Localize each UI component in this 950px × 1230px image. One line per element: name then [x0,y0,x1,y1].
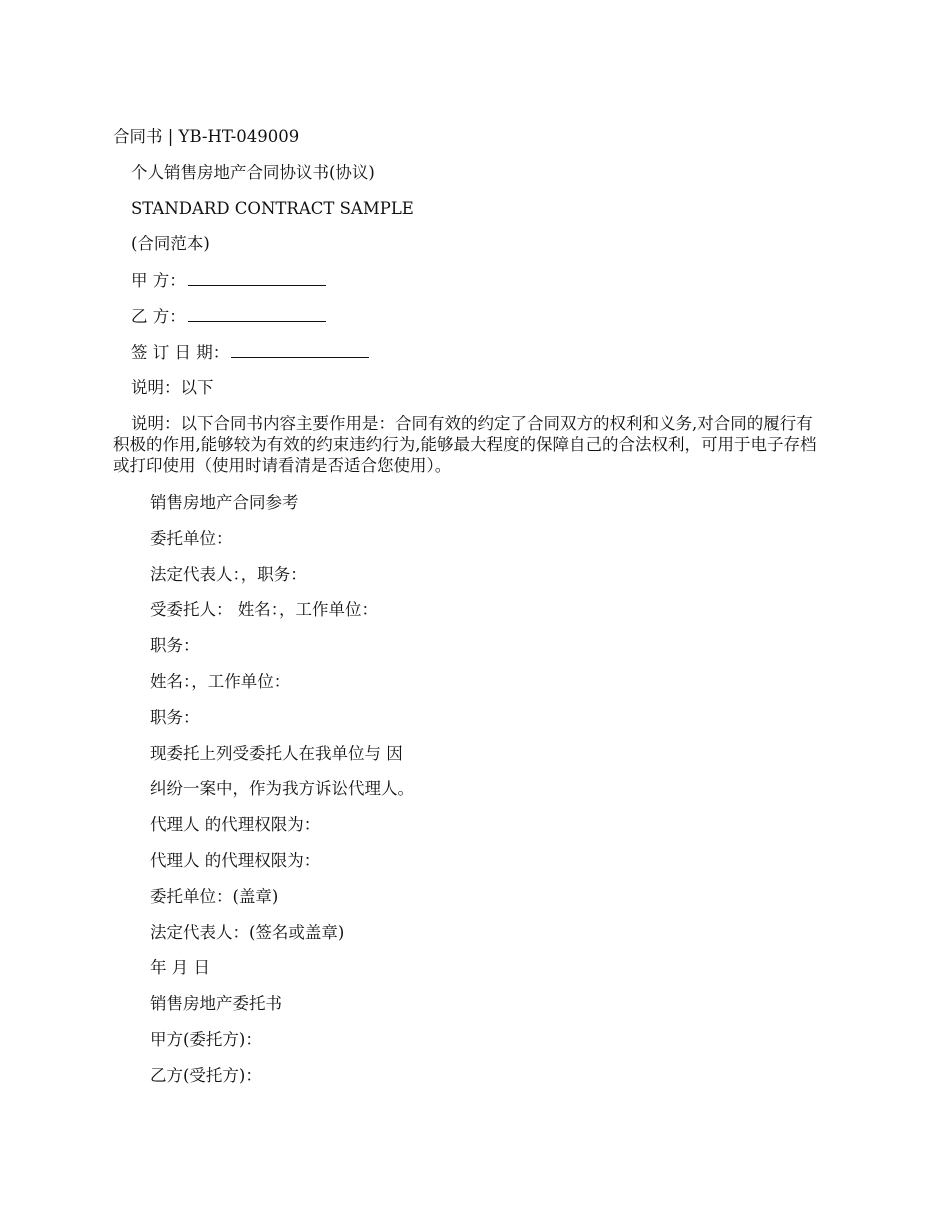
sign-date-line [131,341,369,364]
body-line: 销售房地产委托书 [150,994,282,1013]
body-line: 姓名：，工作单位： [150,672,291,691]
sign-date-label: 签 订 日 期： [131,343,230,362]
contract-subtitle-cn: (合同范本) [131,234,210,253]
body-line: 法定代表人：，职务： [150,565,307,584]
body-line: 法定代表人：(签名或盖章) [150,923,345,942]
document-header: 合同书 | YB-HT-049009 [113,127,300,146]
party-b-line [131,305,326,328]
body-line: 职务： [150,636,200,655]
body-line: 年 月 日 [150,958,210,977]
party-a-label: 甲 方： [131,271,186,290]
body-line: 委托单位： [150,529,233,548]
body-line: 现委托上列受委托人在我单位与 因 [150,744,403,763]
body-line: 职务： [150,708,200,727]
body-line: 代理人 的代理权限为： [150,815,321,834]
contract-subtitle-en: STANDARD CONTRACT SAMPLE [131,199,414,218]
sign-date-blank [231,341,369,358]
party-a-line [131,269,326,292]
body-line: 纠纷一案中，作为我方诉讼代理人。 [150,779,414,798]
body-line: 销售房地产合同参考 [150,493,299,512]
note-short: 说明：以下 [131,378,214,397]
body-line: 代理人 的代理权限为： [150,851,321,870]
party-b-blank [188,305,326,322]
body-line: 甲方(委托方)： [150,1030,262,1049]
body-line: 乙方(受托方)： [150,1066,262,1085]
party-b-label: 乙 方： [131,307,186,326]
party-a-blank [188,269,326,286]
body-line: 受委托人： 姓名：，工作单位： [150,600,378,619]
body-line: 委托单位：(盖章) [150,887,279,906]
contract-title: 个人销售房地产合同协议书(协议) [131,163,375,182]
description-paragraph: 说明：以下合同书内容主要作用是：合同有效的约定了合同双方的权利和义务,对合同的履行有积极的作用,能够较为有效的约束违约行为,能够最大程度的保障自己的合法权利，可用于电子存档或打印使用（使用时请看清是否适合您使用）。 [113,414,817,475]
